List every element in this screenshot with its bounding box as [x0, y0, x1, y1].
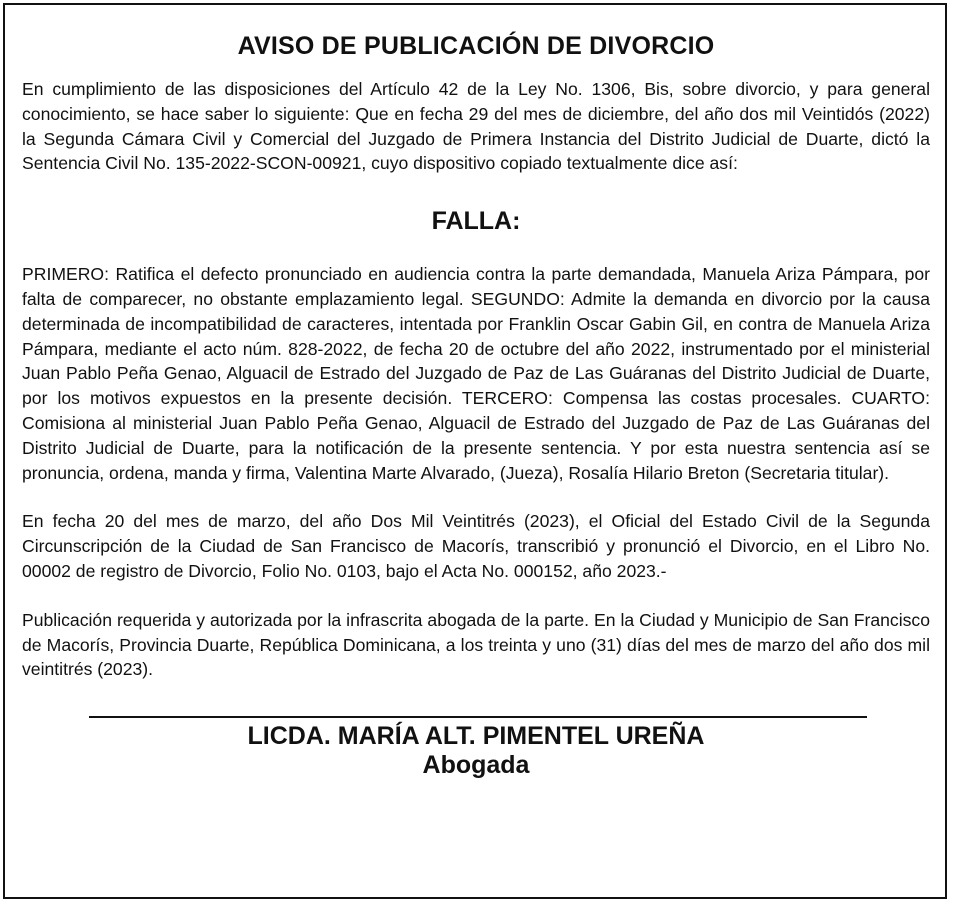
registration-paragraph: En fecha 20 del mes de marzo, del año Dos Mil Veintitrés (2023), el Oficial del Estado Civil de la Segunda Circunscripción de la Ciudad de San Francisco de Macorís, transcribió y pronunció el Divorcio, en el Libro No. 00002 de registro de Divorcio, Folio No. 0103, bajo el Acta No. 000152, año 2023.-: [22, 511, 930, 581]
ruling-paragraph: PRIMERO: Ratifica el defecto pronunciado en audiencia contra la parte demandada, Manuela Ariza Pámpara, por falta de comparecer, no obstante emplazamiento legal. SEGUNDO: Admite la demanda en divorcio por la causa determinada de incompatibilidad de caracteres, intentada por Franklin Oscar Gabin Gil, en contra de Manuela Ariza Pámpara, mediante el acto núm. 828-2022, de fecha 20 de octubre del año 2022, instrumentado por el ministerial Juan Pablo Peña Genao, Alguacil de Estrado del Juzgado de Paz de Las Guáranas del Distrito Judicial de Duarte, por los motivos expuestos en la presente decisión. TERCERO: Compensa las costas procesales. CUARTO: Comisiona al ministerial Juan Pablo Peña Genao, Alguacil de Estrado del Juzgado de Paz de Las Guáranas del Distrito Judicial de Duarte, para la notificación de la presente sentencia. Y por esta nuestra sentencia así se pronuncia, ordena, manda y firma, Valentina Marte Alvarado, (Jueza), Rosalía Hilario Breton (Secretaria titular).: [22, 264, 930, 483]
notice-content: [22, 5, 930, 780]
intro-paragraph: En cumplimiento de las disposiciones del Artículo 42 de la Ley No. 1306, Bis, sobre divorcio, y para general conocimiento, se hace saber lo siguiente: Que en fecha 29 del mes de diciembre, del año dos mil Veintidós (2022) la Segunda Cámara Civil y Comercial del Juzgado de Primera Instancia del Distrito Judicial de Duarte, dictó la Sentencia Civil No. 135-2022-SCON-00921, cuyo dispositivo copiado textualmente dice así:: [22, 79, 930, 174]
falla-heading: FALLA:: [431, 207, 521, 236]
divorce-notice: [3, 3, 947, 899]
signer-name: LICDA. MARÍA ALT. PIMENTEL UREÑA: [247, 722, 705, 751]
publication-paragraph: Publicación requerida y autorizada por la infrascrita abogada de la parte. En la Ciudad y Municipio de San Francisco de Macorís, Provincia Duarte, República Dominicana, a los treinta y uno (31) días del mes de marzo del año dos mil veintitrés (2023).: [22, 609, 930, 680]
notice-title: AVISO DE PUBLICACIÓN DE DIVORCIO: [237, 32, 715, 60]
signer-role: Abogada: [422, 751, 530, 780]
signature-line: [89, 716, 867, 718]
